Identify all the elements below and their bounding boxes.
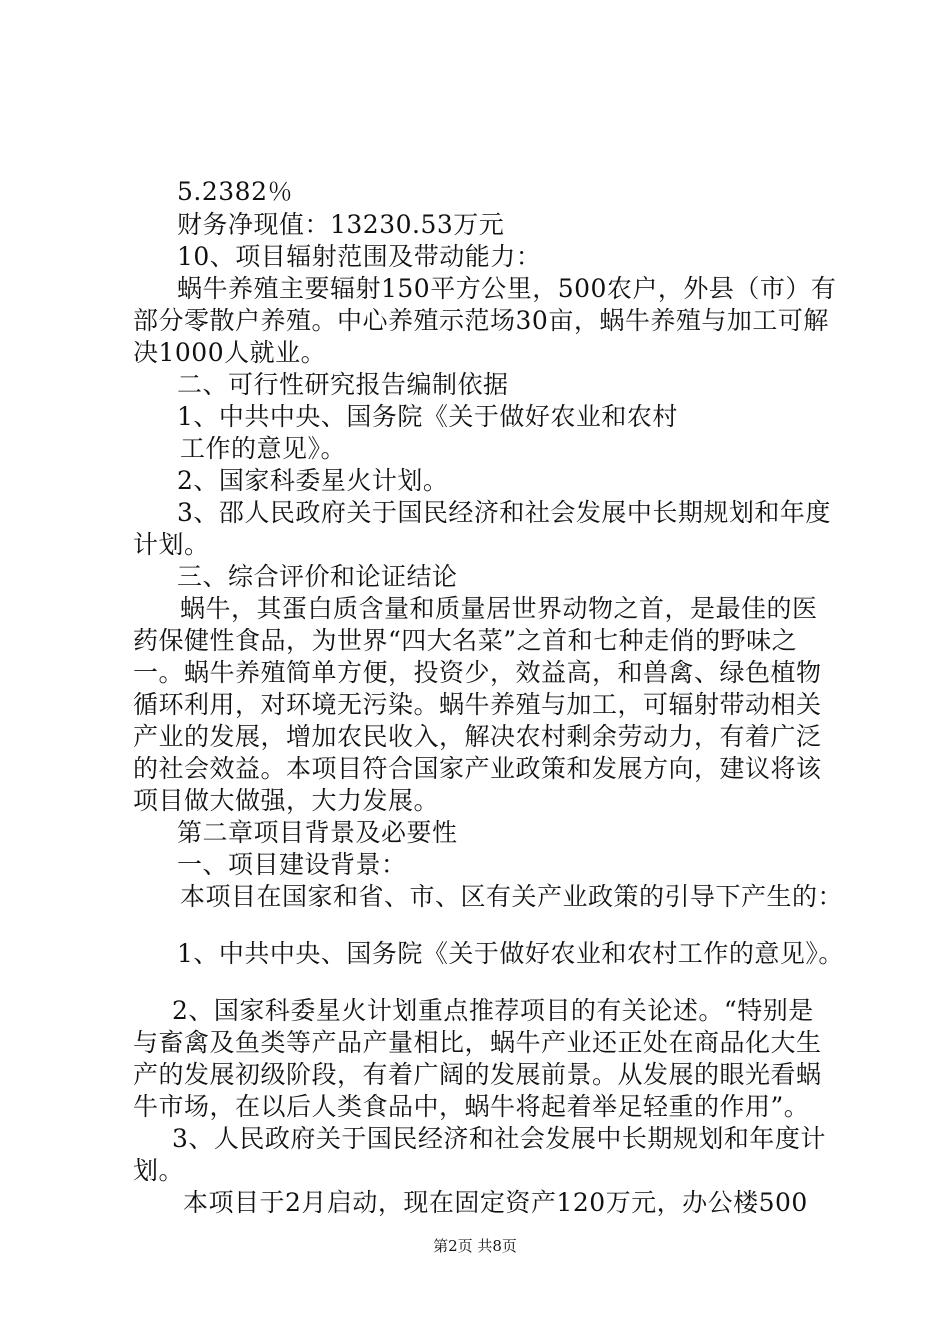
text-line: 一。蜗牛养殖简单方便，投资少，效益高，和兽禽、绿色植物: [133, 658, 822, 687]
page-number-footer: 第2页 共8页: [433, 1237, 517, 1255]
text-line: 2、国家科委星火计划。: [177, 466, 449, 495]
text-line: 牛市场，在以后人类食品中，蜗牛将起着举足轻重的作用”。: [133, 1092, 810, 1121]
text-line: 决1000人就业。: [133, 338, 327, 367]
chapter-heading: 第二章项目背景及必要性: [177, 818, 458, 847]
text-line: 1、中共中央、国务院《关于做好农业和农村: [177, 402, 678, 431]
text-line: 5.2382％: [177, 177, 293, 206]
text-line: 的社会效益。本项目符合国家产业政策和发展方向，建议将该: [133, 754, 822, 783]
text-line: 项目做大做强，大力发展。: [133, 786, 440, 815]
text-line: 划。: [133, 1156, 185, 1185]
text-line: 产的发展初级阶段，有着广阔的发展前景。从发展的眼光看蜗: [133, 1060, 822, 1089]
text-line: 1、中共中央、国务院《关于做好农业和农村工作的意见》。: [177, 939, 844, 968]
text-line: 2、国家科委星火计划重点推荐项目的有关论述。“特别是: [172, 996, 814, 1025]
text-line: 10、项目辐射范围及带动能力：: [177, 242, 542, 271]
text-line: 计划。: [133, 530, 210, 559]
text-line: 循环利用，对环境无污染。蜗牛养殖与加工，可辐射带动相关: [133, 690, 822, 719]
text-line: 蜗牛养殖主要辐射150平方公里，500农户，外县（市）有: [177, 274, 837, 303]
text-line: 工作的意见》。: [180, 434, 347, 463]
text-line: 本项目于2月启动，现在固定资产120万元，办公楼500: [183, 1188, 808, 1217]
text-line: 财务净现值：13230.53万元: [177, 210, 505, 239]
section-heading: 三、综合评价和论证结论: [177, 562, 458, 591]
section-heading: 一、项目建设背景：: [177, 850, 407, 879]
text-line: 产业的发展，增加农民收入，解决农村剩余劳动力，有着广泛: [133, 722, 822, 751]
text-line: 3、邵人民政府关于国民经济和社会发展中长期规划和年度: [177, 498, 831, 527]
text-line: 部分零散户养殖。中心养殖示范场30亩，蜗牛养殖与加工可解: [133, 306, 829, 335]
text-line: 蜗牛，其蛋白质含量和质量居世界动物之首，是最佳的医: [180, 594, 818, 623]
text-line: 3、人民政府关于国民经济和社会发展中长期规划和年度计: [172, 1124, 826, 1153]
text-line: 药保健性食品，为世界“四大名菜”之首和七种走俏的野味之: [133, 626, 798, 655]
section-heading: 二、可行性研究报告编制依据: [177, 370, 509, 399]
text-line: 与畜禽及鱼类等产品产量相比，蜗牛产业还正处在商品化大生: [133, 1028, 822, 1057]
text-line: 本项目在国家和省、市、区有关产业政策的引导下产生的：: [180, 882, 844, 911]
